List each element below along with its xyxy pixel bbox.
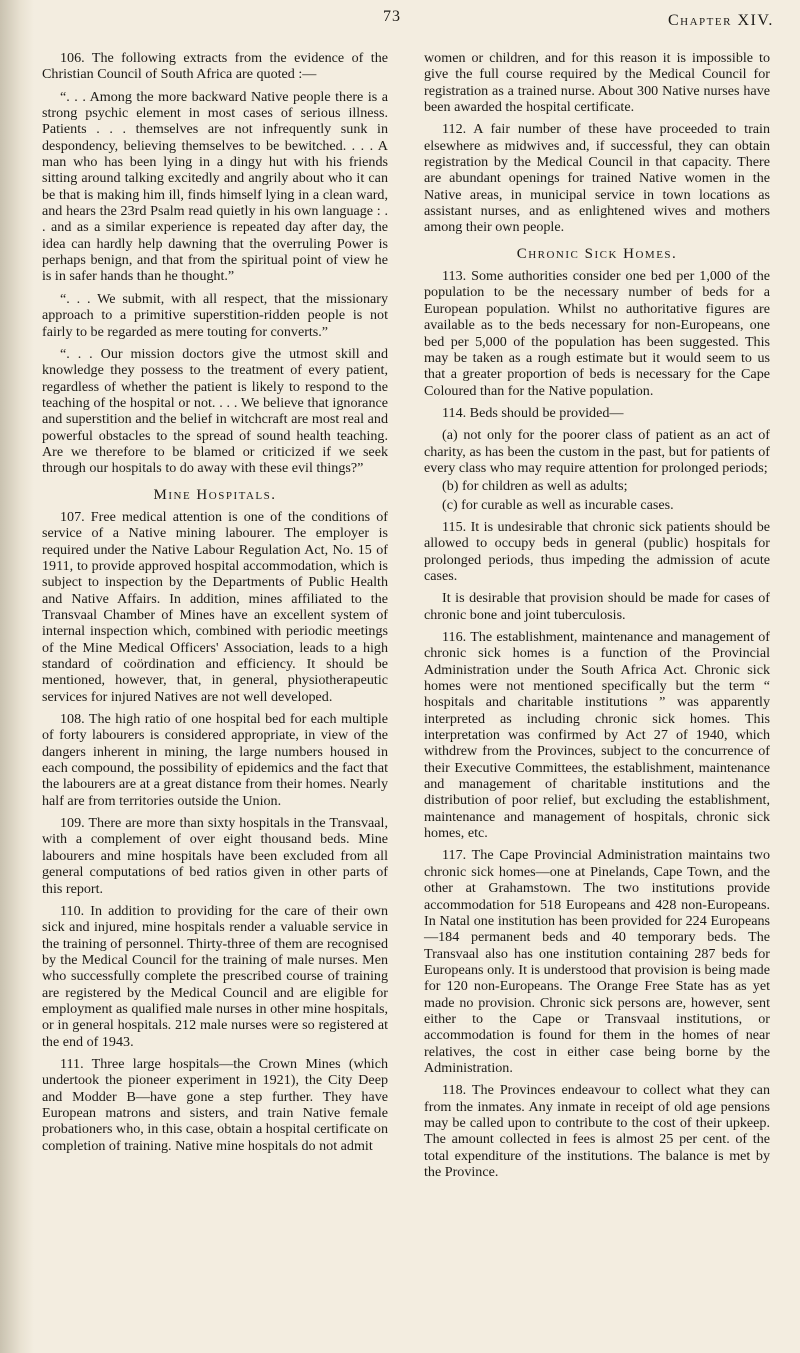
paragraph-113: 113. Some authorities consider one bed per 1,000 of the population to be the necessary number of beds for a European population. Whilst no authoritative figures are available as to the beds necessary for non-Europeans, one bed per 5,000 of the population has been suggested. This may be taken as a rough estimate but it would seem to us that a greater proportion of beds is necessary for the Cape Coloured than for the Native population.: [424, 268, 770, 399]
quote-missionary-approach: “. . . We submit, with all respect, that the missionary approach to a primitive superstition-ridden people is not fairly to be regarded as mere touting for converts.”: [42, 290, 388, 340]
quote-psychic-element: “. . . Among the more backward Native people there is a strong psychic element in most cases of serious illness. Patients . . . themselves are not infrequently sunk in despondency, believing themselves to be bewitched. . . . A man who has been lying in a dingy hut with his friends sitting around talking excitedly and angrily about who it can be that is making him ill, finds himself lying in a clean ward, and hears the 23rd Psalm read quietly in his own language : . . and as a similar experience is repeated day after day, the idea can hardly help dawning that the overruling Power is perhaps benign, and that from the spiritual point of view he is in safer hands than he thought.”: [42, 88, 388, 285]
paragraph-106: 106. The following extracts from the evidence of the Christian Council of South Africa are quoted :—: [42, 50, 388, 83]
left-column: [42, 50, 388, 1160]
section-heading-chronic-sick-homes: Chronic Sick Homes.: [516, 245, 678, 262]
paragraph-111-continued: women or children, and for this reason it is impossible to give the full course required by the Medical Council for registration as a trained nurse. About 300 Native nurses have been awarded the hospital certificate.: [424, 50, 770, 116]
running-head: Chapter XIV.: [668, 12, 774, 29]
list-item-b: (b) for children as well as adults;: [442, 478, 628, 495]
page-number: 73: [383, 8, 401, 25]
paragraph-115-second: It is desirable that provision should be made for cases of chronic bone and joint tuberculosis.: [424, 590, 770, 623]
list-item-a: (a) not only for the poorer class of patient as an act of charity, as has been the custom in the past, but for patients of every class who may require attention for prolonged periods;: [424, 427, 770, 476]
paragraph-115: 115. It is undesirable that chronic sick patients should be allowed to occupy beds in general (public) hospitals for prolonged periods, thus impeding the admission of acute cases.: [424, 518, 770, 584]
right-column: [424, 50, 770, 1186]
beds-provision-list: [424, 427, 770, 513]
paragraph-116: 116. The establishment, maintenance and management of chronic sick homes is a function of the Provincial Administration under the South Africa Act. Chronic sick homes were not mentioned specifically but the term “ hospitals and charitable institutions ” was apparently interpreted as including chronic sick homes. This interpretation was confirmed by Act 27 of 1940, which withdrew from the Provinces, subject to the concurrence of their Executive Committees, the establishment, maintenance and management of charitable institutions and the distribution of poor relief, but excluding the establishment, maintenance and management of hospitals, chronic sick homes, etc.: [424, 629, 770, 842]
paragraph-117: 117. The Cape Provincial Administration maintains two chronic sick homes—one at Pinelands, Cape Town, and the other at Grahamstown. The two institutions provide accommodation for 518 Europeans and 428 non-Europeans. In Natal one institution has been provided for 224 Europeans—184 permanent beds and 40 temporary beds. The Transvaal also has one institution containing 287 beds for Europeans only. It is understood that provision is being made for 120 non-Europeans. The Orange Free State has as yet made no provision. Chronic sick persons are, however, sent either to the Cape or Transvaal institutions, or accommodation is found for them in the homes of near relatives, the cost in either case being borne by the Administration.: [424, 847, 770, 1076]
list-item-c: (c) for curable as well as incurable cases.: [442, 496, 674, 513]
paragraph-108: 108. The high ratio of one hospital bed for each multiple of forty labourers is considered appropriate, in view of the dangers inherent in mining, the large numbers housed in each compound, the possibility of epidemics and the fact that the labourers are at a great distance from their homes. Nearly half are from territories outside the Union.: [42, 711, 388, 809]
paragraph-112: 112. A fair number of these have proceeded to train elsewhere as midwives and, if successful, they can obtain registration by the Medical Council in that capacity. There are abundant openings for trained Native women in the Native areas, in municipal service in town locations as assistant nurses, and as enlightened wives and mothers among their own people.: [424, 121, 770, 236]
paragraph-114: 114. Beds should be provided—: [442, 404, 624, 421]
paragraph-111: 111. Three large hospitals—the Crown Mines (which undertook the pioneer experiment in 1921), the City Deep and Modder B—have gone a step further. They have European matrons and sisters, and train Native female probationers who, in this case, obtain a hospital certificate on completion of training. Native mine hospitals do not admit: [42, 1055, 388, 1154]
paragraph-110: 110. In addition to providing for the care of their own sick and injured, mine hospitals render a valuable service in the training of personnel. Thirty-three of them are recognised by the Medical Council for the training of male nurses. Men who successfully complete the prescribed course of training are registered by the Medical Council and are eligible for employment as qualified male nurses in other mine hospitals, or in general hospitals. 212 male nurses were so registered at the end of 1943.: [42, 902, 388, 1050]
paragraph-109: 109. There are more than sixty hospitals in the Transvaal, with a complement of over eight thousand beds. Mine labourers and mine hospitals have been excluded from all general computations of bed ratios given in other parts of this report.: [42, 815, 388, 897]
page-binding-edge: [0, 0, 34, 1353]
quote-mission-doctors: “. . . Our mission doctors give the utmost skill and knowledge they possess to the treatment of every patient, regardless of whether the patient is likely to respond to the teaching of the hospital or not. . . . We believe that ignorance and superstition and the belief in witchcraft are most real and powerful obstacles to the spread of sound health teaching. Are we therefore to be blamed or criticized if we seek through our hospitals to do away with these evil things?”: [42, 345, 388, 477]
paragraph-118: 118. The Provinces endeavour to collect what they can from the inmates. Any inmate in receipt of old age pensions may be called upon to contribute to the cost of their upkeep. The amount collected in fees is almost 25 per cent. of the total expenditure of the institutions. The balance is met by the Province.: [424, 1082, 770, 1180]
section-heading-mine-hospitals: Mine Hospitals.: [153, 486, 277, 503]
paragraph-107: 107. Free medical attention is one of the conditions of service of a Native mining labourer. The employer is required under the Native Labour Regulation Act, No. 15 of 1911, to provide approved hospital accommodation, which is subject to inspection by the Departments of Public Health and Native Affairs. In addition, mines affiliated to the Transvaal Chamber of Mines have an excellent system of internal inspection which, combined with periodic meetings of the Mine Medical Officers' Association, leads to a high standard of coördination and efficiency. It should be mentioned, however, that, in general, physiotherapeutic services for injured Natives are not well developed.: [42, 508, 388, 705]
